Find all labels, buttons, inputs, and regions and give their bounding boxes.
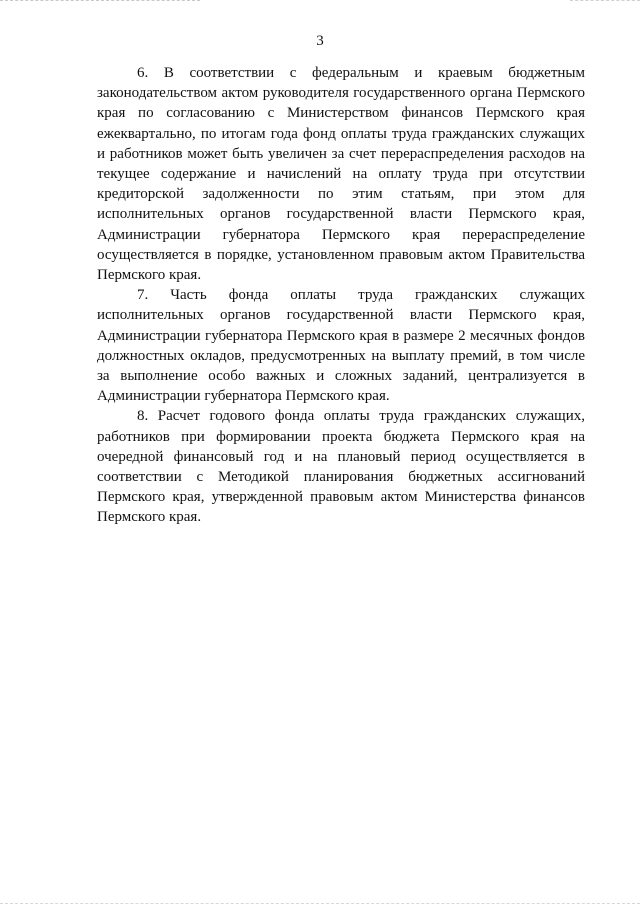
paragraph-6: 6. В соответствии с федеральным и краевым бюджетным законодательством актом руководителя государственного органа Пермского края по согласованию с Министерством финансов Пермского края ежеквартально, по итогам года фонд оплаты труда гражданских служащих и работников может быть увеличен за счет перераспределения расходов на текущее содержание и начислений на оплату труда при отсутствии кредиторской задолженности по этим статьям, при этом для исполнительных органов государственной власти Пермского края, Администрации губернатора Пермского края перераспределение осуществляется в порядке, установленном правовым актом Правительства Пермского края. [97, 65, 585, 284]
paragraph-7: 7. Часть фонда оплаты труда гражданских служащих исполнительных органов государственной власти Пермского края, Администрации губернатора Пермского края в размере 2 месячных фондов должностных окладов, предусмотренных на выплату премий, в том числе за выполнение особо важных и сложных заданий, централизуется в Администрации губернатора Пермского края. [97, 287, 585, 405]
scan-edge-line [570, 0, 640, 1]
scan-edge-line [0, 0, 200, 1]
paragraph-8: 8. Расчет годового фонда оплаты труда гражданских служащих, работников при формировании проекта бюджета Пермского края на очередной финансовый год и на плановый период осуществляется в соответствии с Методикой планирования бюджетных ассигнований Пермского края, утвержденной правовым актом Министерства финансов Пермского края. [97, 408, 585, 526]
page-number: 3 [316, 33, 324, 49]
scan-edge-line [0, 903, 640, 904]
document-body [97, 63, 585, 528]
